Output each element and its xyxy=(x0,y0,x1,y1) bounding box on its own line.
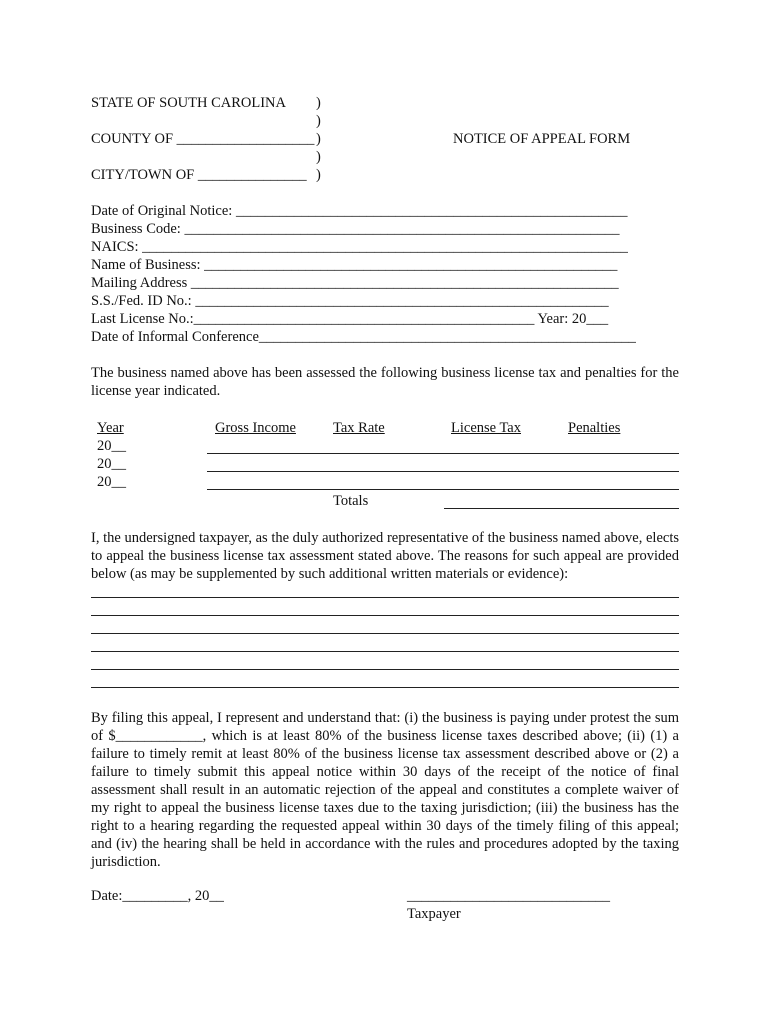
county-field[interactable]: COUNTY OF ___________________ xyxy=(91,131,315,147)
taxpayer-label: Taxpayer xyxy=(407,906,461,922)
state-label: STATE OF SOUTH CAROLINA xyxy=(91,95,286,111)
totals-label: Totals xyxy=(333,493,369,509)
row-entry-line[interactable] xyxy=(207,489,679,490)
reason-line[interactable] xyxy=(91,651,679,652)
city-town-field[interactable]: CITY/TOWN OF _______________ xyxy=(91,167,307,183)
form-title: NOTICE OF APPEAL FORM xyxy=(453,131,631,147)
last-license-field[interactable]: Last License No.:_______________________________________________ Year: 20___ xyxy=(91,311,609,327)
row-entry-line[interactable] xyxy=(207,471,679,472)
reason-line[interactable] xyxy=(91,687,679,688)
reason-line[interactable] xyxy=(91,615,679,616)
original-notice-date-field[interactable]: Date of Original Notice: ______________________________________________________ xyxy=(91,203,628,219)
reason-line[interactable] xyxy=(91,669,679,670)
mailing-address-field[interactable]: Mailing Address ___________________________________________________________ xyxy=(91,275,619,291)
totals-entry-line[interactable] xyxy=(444,508,679,509)
signature-line[interactable]: ____________________________ xyxy=(407,888,610,904)
caption-paren: ) xyxy=(316,149,321,165)
header-tax-rate: Tax Rate xyxy=(333,420,385,436)
naics-field[interactable]: NAICS: ___________________________________________________________________ xyxy=(91,239,628,255)
header-gross-income: Gross Income xyxy=(215,420,296,436)
row-entry-line[interactable] xyxy=(207,453,679,454)
informal-conference-date-field[interactable]: Date of Informal Conference____________________________________________________ xyxy=(91,329,636,345)
caption-paren: ) xyxy=(316,95,321,111)
header-penalties: Penalties xyxy=(568,420,621,436)
ss-fed-id-field[interactable]: S.S./Fed. ID No.: _________________________________________________________ xyxy=(91,293,609,309)
intro-paragraph: The business named above has been assessed the following business license tax and penalties for the license year indicated. xyxy=(91,365,679,399)
header-license-tax: License Tax xyxy=(451,420,521,436)
business-name-field[interactable]: Name of Business: _________________________________________________________ xyxy=(91,257,618,273)
acknowledgement-paragraph: By filing this appeal, I represent and understand that: (i) the business is paying under protest the sum of $____________, which is at least 80% of the business license taxes described above; (ii) (1) a failure to timely remit at least 80% of the business license tax assessment described above or (2) a failure to timely submit this appeal notice within 30 days of the receipt of the notice of final assessment shall result in an automatic rejection of the appeal and constitutes a complete waiver of my right to appeal the business license taxes due to the taxing jurisdiction; (iii) the business has the right to a hearing regarding the requested appeal within 30 days of the timely filing of this appeal; and (iv) the hearing shall be held in accordance with the rules and procedures adopted by the taxing jurisdiction. xyxy=(91,710,679,870)
header-year: Year xyxy=(97,420,124,436)
appeal-statement: I, the undersigned taxpayer, as the duly authorized representative of the business named above, elects to appeal the business license tax assessment stated above. The reasons for such appeal are provided below (as may be supplemented by such additional written materials or evidence): xyxy=(91,530,679,582)
row-year: 20__ xyxy=(97,438,126,454)
caption-paren: ) xyxy=(316,131,321,147)
caption-paren: ) xyxy=(316,113,321,129)
row-year: 20__ xyxy=(97,474,126,490)
row-year: 20__ xyxy=(97,456,126,472)
reason-line[interactable] xyxy=(91,633,679,634)
date-field[interactable]: Date:_________, 20__ xyxy=(91,888,224,904)
caption-paren: ) xyxy=(316,167,321,183)
business-code-field[interactable]: Business Code: ____________________________________________________________ xyxy=(91,221,620,237)
reason-line[interactable] xyxy=(91,597,679,598)
